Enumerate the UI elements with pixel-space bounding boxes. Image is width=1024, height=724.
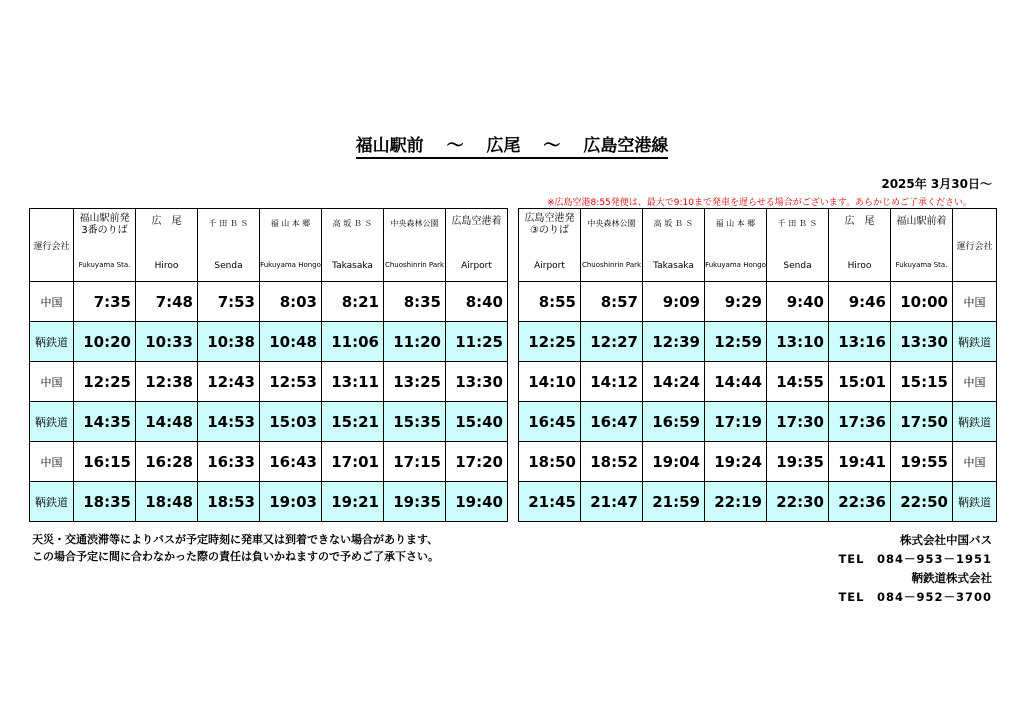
stop-name-en: Fukuyama Hongo <box>705 261 766 269</box>
departure-time: 8:03 <box>260 282 322 322</box>
stop-name-jp <box>643 218 704 230</box>
departure-time: 19:55 <box>891 442 953 482</box>
stop-name-en: Chuoshinrin Park <box>384 261 445 269</box>
company-name: 株式会社中国バス <box>900 533 992 547</box>
table-row <box>30 282 997 322</box>
departure-time: 9:09 <box>643 282 705 322</box>
operator-cell: 中国 <box>30 362 74 402</box>
departure-time: 11:20 <box>384 322 446 362</box>
direction-divider <box>508 362 519 402</box>
departure-time: 19:35 <box>384 482 446 522</box>
departure-time: 17:50 <box>891 402 953 442</box>
operator-header: 運行会社 <box>953 209 997 282</box>
departure-time: 7:35 <box>74 282 136 322</box>
operator-cell: 鞆鉄道 <box>30 402 74 442</box>
departure-time: 9:40 <box>767 282 829 322</box>
stop-name-jp <box>74 213 135 237</box>
stop-name-en: Fukuyama Sta. <box>895 261 948 269</box>
stop-name-jp <box>384 218 445 230</box>
departure-time: 18:50 <box>519 442 581 482</box>
stop-header <box>446 209 508 282</box>
departure-time: 14:35 <box>74 402 136 442</box>
departure-time: 12:59 <box>705 322 767 362</box>
departure-time: 12:27 <box>581 322 643 362</box>
stop-name-jp <box>136 216 197 228</box>
departure-time: 17:19 <box>705 402 767 442</box>
departure-time: 17:01 <box>322 442 384 482</box>
operator-cell: 鞆鉄道 <box>30 482 74 522</box>
departure-time: 14:10 <box>519 362 581 402</box>
departure-time: 10:00 <box>891 282 953 322</box>
departure-time: 17:30 <box>767 402 829 442</box>
departure-time: 7:48 <box>136 282 198 322</box>
stop-name-line: 広島空港発 <box>524 213 575 224</box>
disclaimer <box>32 531 439 565</box>
departure-time: 11:06 <box>322 322 384 362</box>
departure-time: 16:43 <box>260 442 322 482</box>
departure-time: 8:57 <box>581 282 643 322</box>
departure-time: 12:38 <box>136 362 198 402</box>
departure-time: 19:24 <box>705 442 767 482</box>
stop-name-line: 福山駅前発 <box>79 213 130 224</box>
departure-time: 14:48 <box>136 402 198 442</box>
delay-notice: ※広島空港8:55発便は、最大で9:10まで発車を遅らせる場合がございます。あらかじめご了承ください。 <box>547 198 972 208</box>
departure-time: 15:21 <box>322 402 384 442</box>
stop-name-jp <box>767 218 828 230</box>
departure-time: 21:45 <box>519 482 581 522</box>
departure-time: 8:21 <box>322 282 384 322</box>
stop-name-line: 福 山 本 郷 <box>270 219 311 228</box>
departure-time: 16:59 <box>643 402 705 442</box>
departure-time: 14:44 <box>705 362 767 402</box>
departure-time: 22:50 <box>891 482 953 522</box>
departure-time: 16:33 <box>198 442 260 482</box>
departure-time: 13:10 <box>767 322 829 362</box>
stop-name-line: 3番のりば <box>81 225 128 236</box>
stop-name-jp <box>581 218 642 230</box>
stop-name-en: Senda <box>214 261 243 271</box>
stop-header <box>767 209 829 282</box>
departure-time: 18:52 <box>581 442 643 482</box>
stop-name-jp <box>705 218 766 230</box>
stop-header <box>384 209 446 282</box>
departure-time: 14:55 <box>767 362 829 402</box>
departure-time: 12:39 <box>643 322 705 362</box>
stop-name-line: 高 坂 Ｂ Ｓ <box>653 219 694 228</box>
departure-time: 13:30 <box>446 362 508 402</box>
stop-name-en: Senda <box>783 261 812 271</box>
timetable <box>29 208 997 522</box>
departure-time: 15:03 <box>260 402 322 442</box>
departure-time: 13:11 <box>322 362 384 402</box>
company-tel: TEL 084－952－3700 <box>838 590 992 604</box>
stop-name-line: ③のりば <box>530 225 569 236</box>
stop-name-line: 広島空港着 <box>451 216 502 227</box>
company-tel: TEL 084－953－1951 <box>838 552 992 566</box>
operator-cell: 中国 <box>953 442 997 482</box>
direction-divider <box>508 482 519 522</box>
stop-header <box>705 209 767 282</box>
stop-name-line: 広 尾 <box>844 216 875 227</box>
stop-header <box>581 209 643 282</box>
stop-name-en: Hiroo <box>847 261 872 271</box>
departure-time: 21:47 <box>581 482 643 522</box>
departure-time: 19:40 <box>446 482 508 522</box>
stop-header <box>198 209 260 282</box>
stop-name-jp <box>519 213 580 237</box>
direction-divider <box>508 282 519 322</box>
stop-name-en: Takasaka <box>332 261 373 271</box>
stop-name-en: Airport <box>461 261 492 271</box>
departure-time: 22:30 <box>767 482 829 522</box>
stop-name-jp <box>260 218 321 230</box>
operator-cell: 中国 <box>953 362 997 402</box>
departure-time: 8:35 <box>384 282 446 322</box>
stop-name-line: 福 山 本 郷 <box>715 219 756 228</box>
stop-name-line: 千 田 Ｂ Ｓ <box>777 219 818 228</box>
departure-time: 18:53 <box>198 482 260 522</box>
departure-time: 11:25 <box>446 322 508 362</box>
stop-name-jp <box>891 216 952 228</box>
stop-name-line: 広 尾 <box>151 216 182 227</box>
company-name: 鞆鉄道株式会社 <box>911 571 992 585</box>
departure-time: 15:35 <box>384 402 446 442</box>
departure-time: 22:19 <box>705 482 767 522</box>
departure-time: 19:04 <box>643 442 705 482</box>
stop-name-en: Chuoshinrin Park <box>581 261 642 269</box>
direction-divider <box>508 402 519 442</box>
departure-time: 10:48 <box>260 322 322 362</box>
departure-time: 16:47 <box>581 402 643 442</box>
departure-time: 12:25 <box>519 322 581 362</box>
operator-cell: 中国 <box>953 282 997 322</box>
departure-time: 12:43 <box>198 362 260 402</box>
departure-time: 14:53 <box>198 402 260 442</box>
stop-header <box>136 209 198 282</box>
operator-header: 運行会社 <box>30 209 74 282</box>
stop-name-jp <box>446 216 507 228</box>
departure-time: 22:36 <box>829 482 891 522</box>
stop-name-en: Hiroo <box>154 261 179 271</box>
operator-cell: 鞆鉄道 <box>953 322 997 362</box>
direction-divider <box>508 442 519 482</box>
stop-name-en: Airport <box>534 261 565 271</box>
departure-time: 15:01 <box>829 362 891 402</box>
departure-time: 17:36 <box>829 402 891 442</box>
departure-time: 13:25 <box>384 362 446 402</box>
departure-time: 14:24 <box>643 362 705 402</box>
departure-time: 10:20 <box>74 322 136 362</box>
stop-header <box>260 209 322 282</box>
departure-time: 15:15 <box>891 362 953 402</box>
departure-time: 16:28 <box>136 442 198 482</box>
stop-name-line: 中央森林公園 <box>587 219 636 228</box>
table-row <box>30 322 997 362</box>
stop-name-en: Fukuyama Hongo <box>260 261 321 269</box>
table-row <box>30 482 997 522</box>
departure-time: 12:25 <box>74 362 136 402</box>
stop-name-line: 高 坂 Ｂ Ｓ <box>332 219 373 228</box>
departure-time: 10:38 <box>198 322 260 362</box>
stop-header <box>891 209 953 282</box>
page-title: 福山駅前 ～ 広尾 ～ 広島空港線 <box>0 131 1024 156</box>
stop-name-jp <box>198 218 259 230</box>
departure-time: 13:16 <box>829 322 891 362</box>
departure-time: 13:30 <box>891 322 953 362</box>
departure-time: 9:29 <box>705 282 767 322</box>
table-row <box>30 362 997 402</box>
departure-time: 17:15 <box>384 442 446 482</box>
company-contacts <box>838 531 992 607</box>
operator-cell: 中国 <box>30 442 74 482</box>
departure-time: 19:41 <box>829 442 891 482</box>
departure-time: 21:59 <box>643 482 705 522</box>
stop-name-jp <box>829 216 890 228</box>
stop-header <box>519 209 581 282</box>
departure-time: 9:46 <box>829 282 891 322</box>
stop-header <box>74 209 136 282</box>
departure-time: 19:03 <box>260 482 322 522</box>
stop-name-line: 福山駅前着 <box>896 216 947 227</box>
stop-name-en: Takasaka <box>653 261 694 271</box>
departure-time: 18:35 <box>74 482 136 522</box>
effective-date: 2025年 3月30日～ <box>881 177 992 191</box>
departure-time: 15:40 <box>446 402 508 442</box>
departure-time: 18:48 <box>136 482 198 522</box>
departure-time: 8:40 <box>446 282 508 322</box>
stop-header <box>829 209 891 282</box>
disclaimer-line: この場合予定に間に合わなかった際の責任は負いかねますので予めご了承下さい。 <box>32 550 439 563</box>
departure-time: 14:12 <box>581 362 643 402</box>
stop-header <box>643 209 705 282</box>
departure-time: 16:15 <box>74 442 136 482</box>
table-row <box>30 442 997 482</box>
stop-name-en: Fukuyama Sta. <box>78 261 131 269</box>
departure-time: 19:35 <box>767 442 829 482</box>
departure-time: 12:53 <box>260 362 322 402</box>
departure-time: 10:33 <box>136 322 198 362</box>
stop-name-line: 中央森林公園 <box>390 219 439 228</box>
direction-divider <box>508 322 519 362</box>
operator-cell: 中国 <box>30 282 74 322</box>
departure-time: 17:20 <box>446 442 508 482</box>
table-row <box>30 402 997 442</box>
disclaimer-line: 天災・交通渋滞等によりバスが予定時刻に発車又は到着できない場合があります、 <box>32 533 439 546</box>
departure-time: 7:53 <box>198 282 260 322</box>
operator-cell: 鞆鉄道 <box>30 322 74 362</box>
direction-divider <box>508 209 519 282</box>
stop-name-line: 千 田 Ｂ Ｓ <box>208 219 249 228</box>
departure-time: 19:21 <box>322 482 384 522</box>
departure-time: 8:55 <box>519 282 581 322</box>
operator-cell: 鞆鉄道 <box>953 482 997 522</box>
stop-header <box>322 209 384 282</box>
operator-cell: 鞆鉄道 <box>953 402 997 442</box>
stop-name-jp <box>322 218 383 230</box>
departure-time: 16:45 <box>519 402 581 442</box>
